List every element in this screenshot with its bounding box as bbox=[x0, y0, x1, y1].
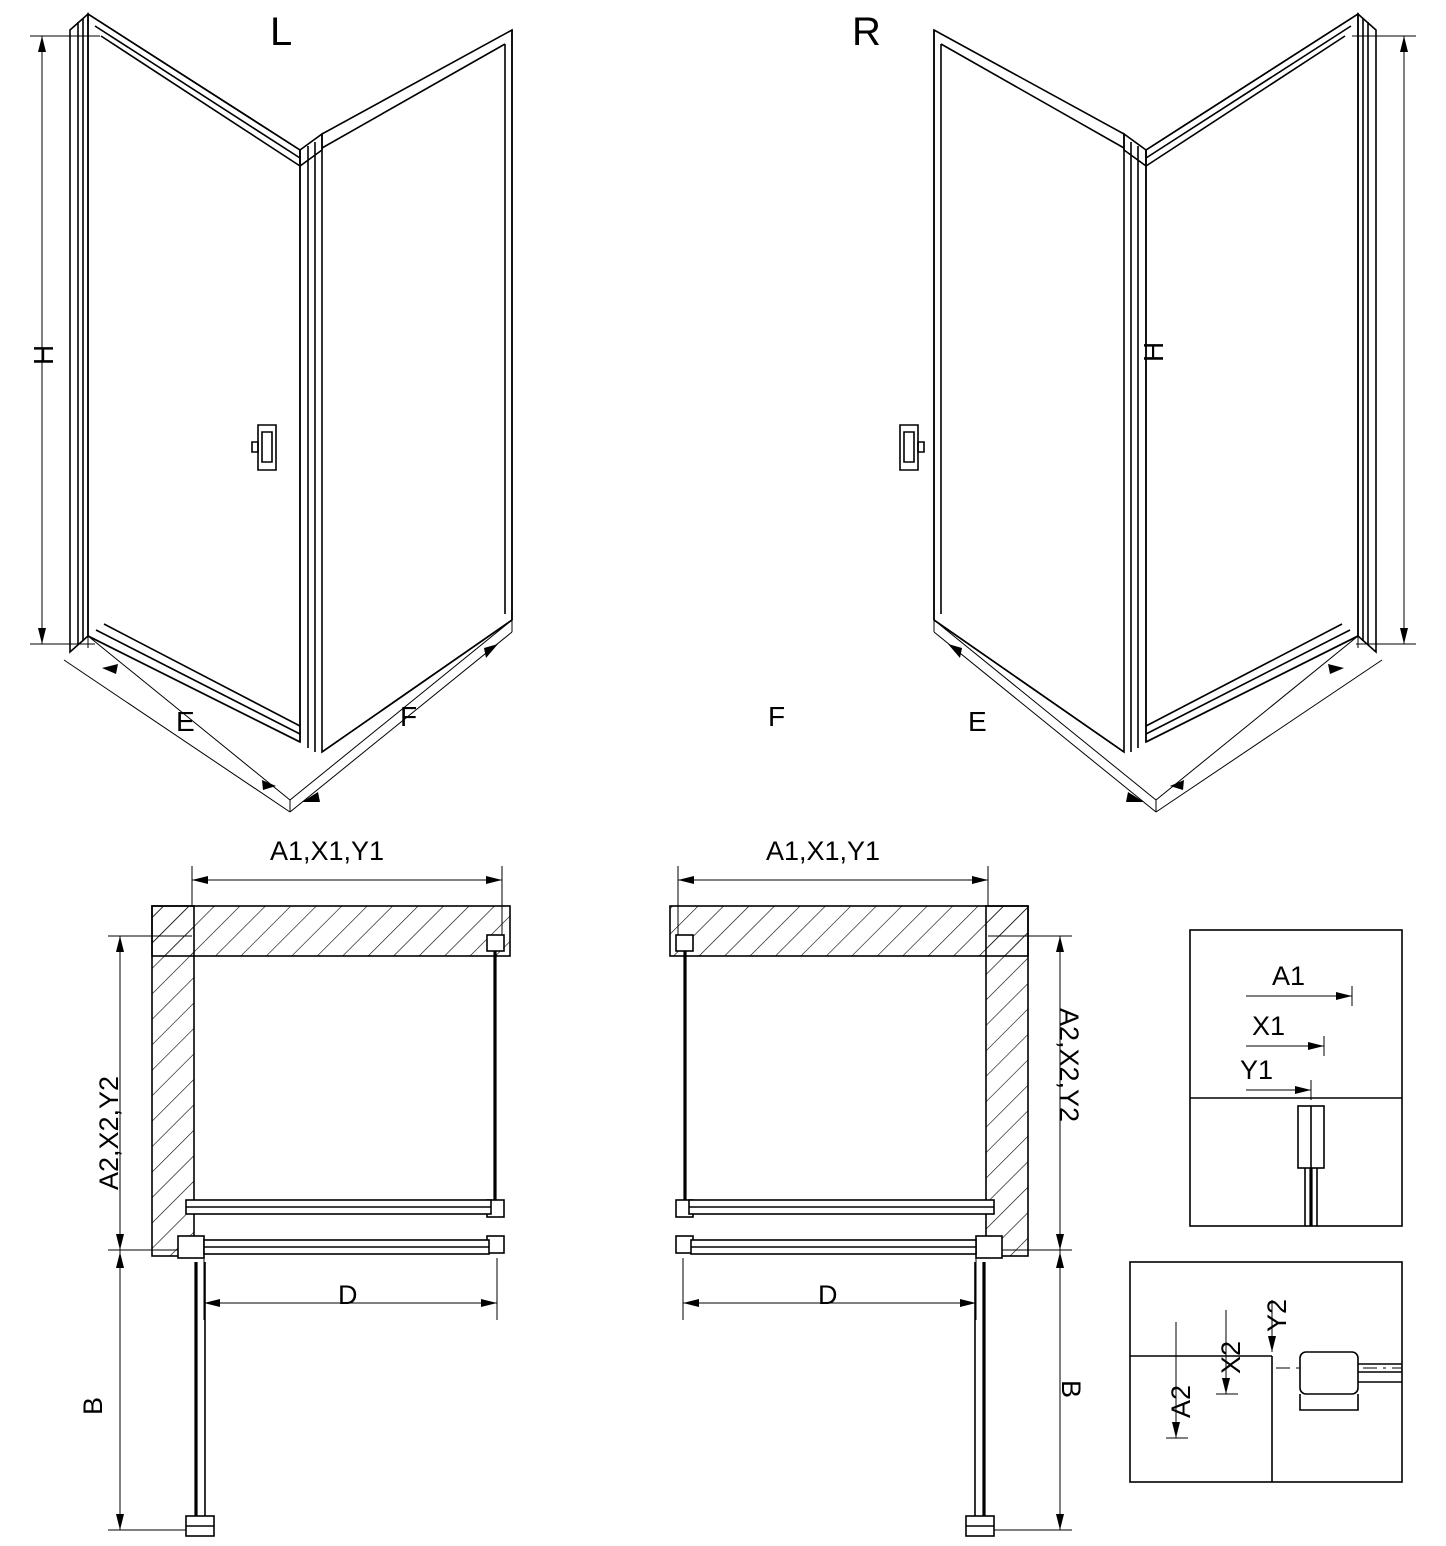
plan-view-right bbox=[670, 866, 1072, 1536]
detail-top-dim-a1: A1 bbox=[1272, 961, 1306, 991]
plan-left-door-dim: D bbox=[338, 1280, 358, 1310]
plan-right-door-dim: D bbox=[818, 1280, 838, 1310]
iso-left-side-label: F bbox=[400, 701, 418, 732]
iso-left-height-label: H bbox=[28, 344, 59, 365]
detail-top-dim-x1: X1 bbox=[1252, 1011, 1286, 1041]
detail-bottom-dim-x2: X2 bbox=[1216, 1340, 1246, 1374]
plan-right-side-dim: A2,X2,Y2 bbox=[1054, 1008, 1084, 1123]
iso-right-side-label: F bbox=[768, 701, 786, 732]
plan-left-top-dim: A1,X1,Y1 bbox=[270, 836, 385, 866]
plan-left-swing-dim: B bbox=[78, 1396, 108, 1415]
iso-view-right bbox=[900, 14, 1416, 812]
detail-top-dim-y1: Y1 bbox=[1240, 1055, 1274, 1085]
iso-right-height-label: H bbox=[1138, 341, 1169, 362]
plan-view-left bbox=[108, 866, 510, 1536]
plan-right-swing-dim: B bbox=[1056, 1380, 1086, 1399]
iso-right-front-label: E bbox=[968, 706, 987, 737]
detail-bottom-dim-a2: A2 bbox=[1166, 1384, 1196, 1418]
iso-right-title: R bbox=[852, 10, 881, 54]
iso-view-left bbox=[30, 10, 512, 812]
plan-left-side-dim: A2,X2,Y2 bbox=[94, 1075, 124, 1190]
detail-bottom-dim-y2: Y2 bbox=[1262, 1298, 1292, 1332]
iso-left-title: L bbox=[270, 10, 293, 54]
iso-left-front-label: E bbox=[176, 706, 195, 737]
plan-right-top-dim: A1,X1,Y1 bbox=[766, 836, 881, 866]
detail-bottom-box bbox=[1130, 1262, 1402, 1482]
